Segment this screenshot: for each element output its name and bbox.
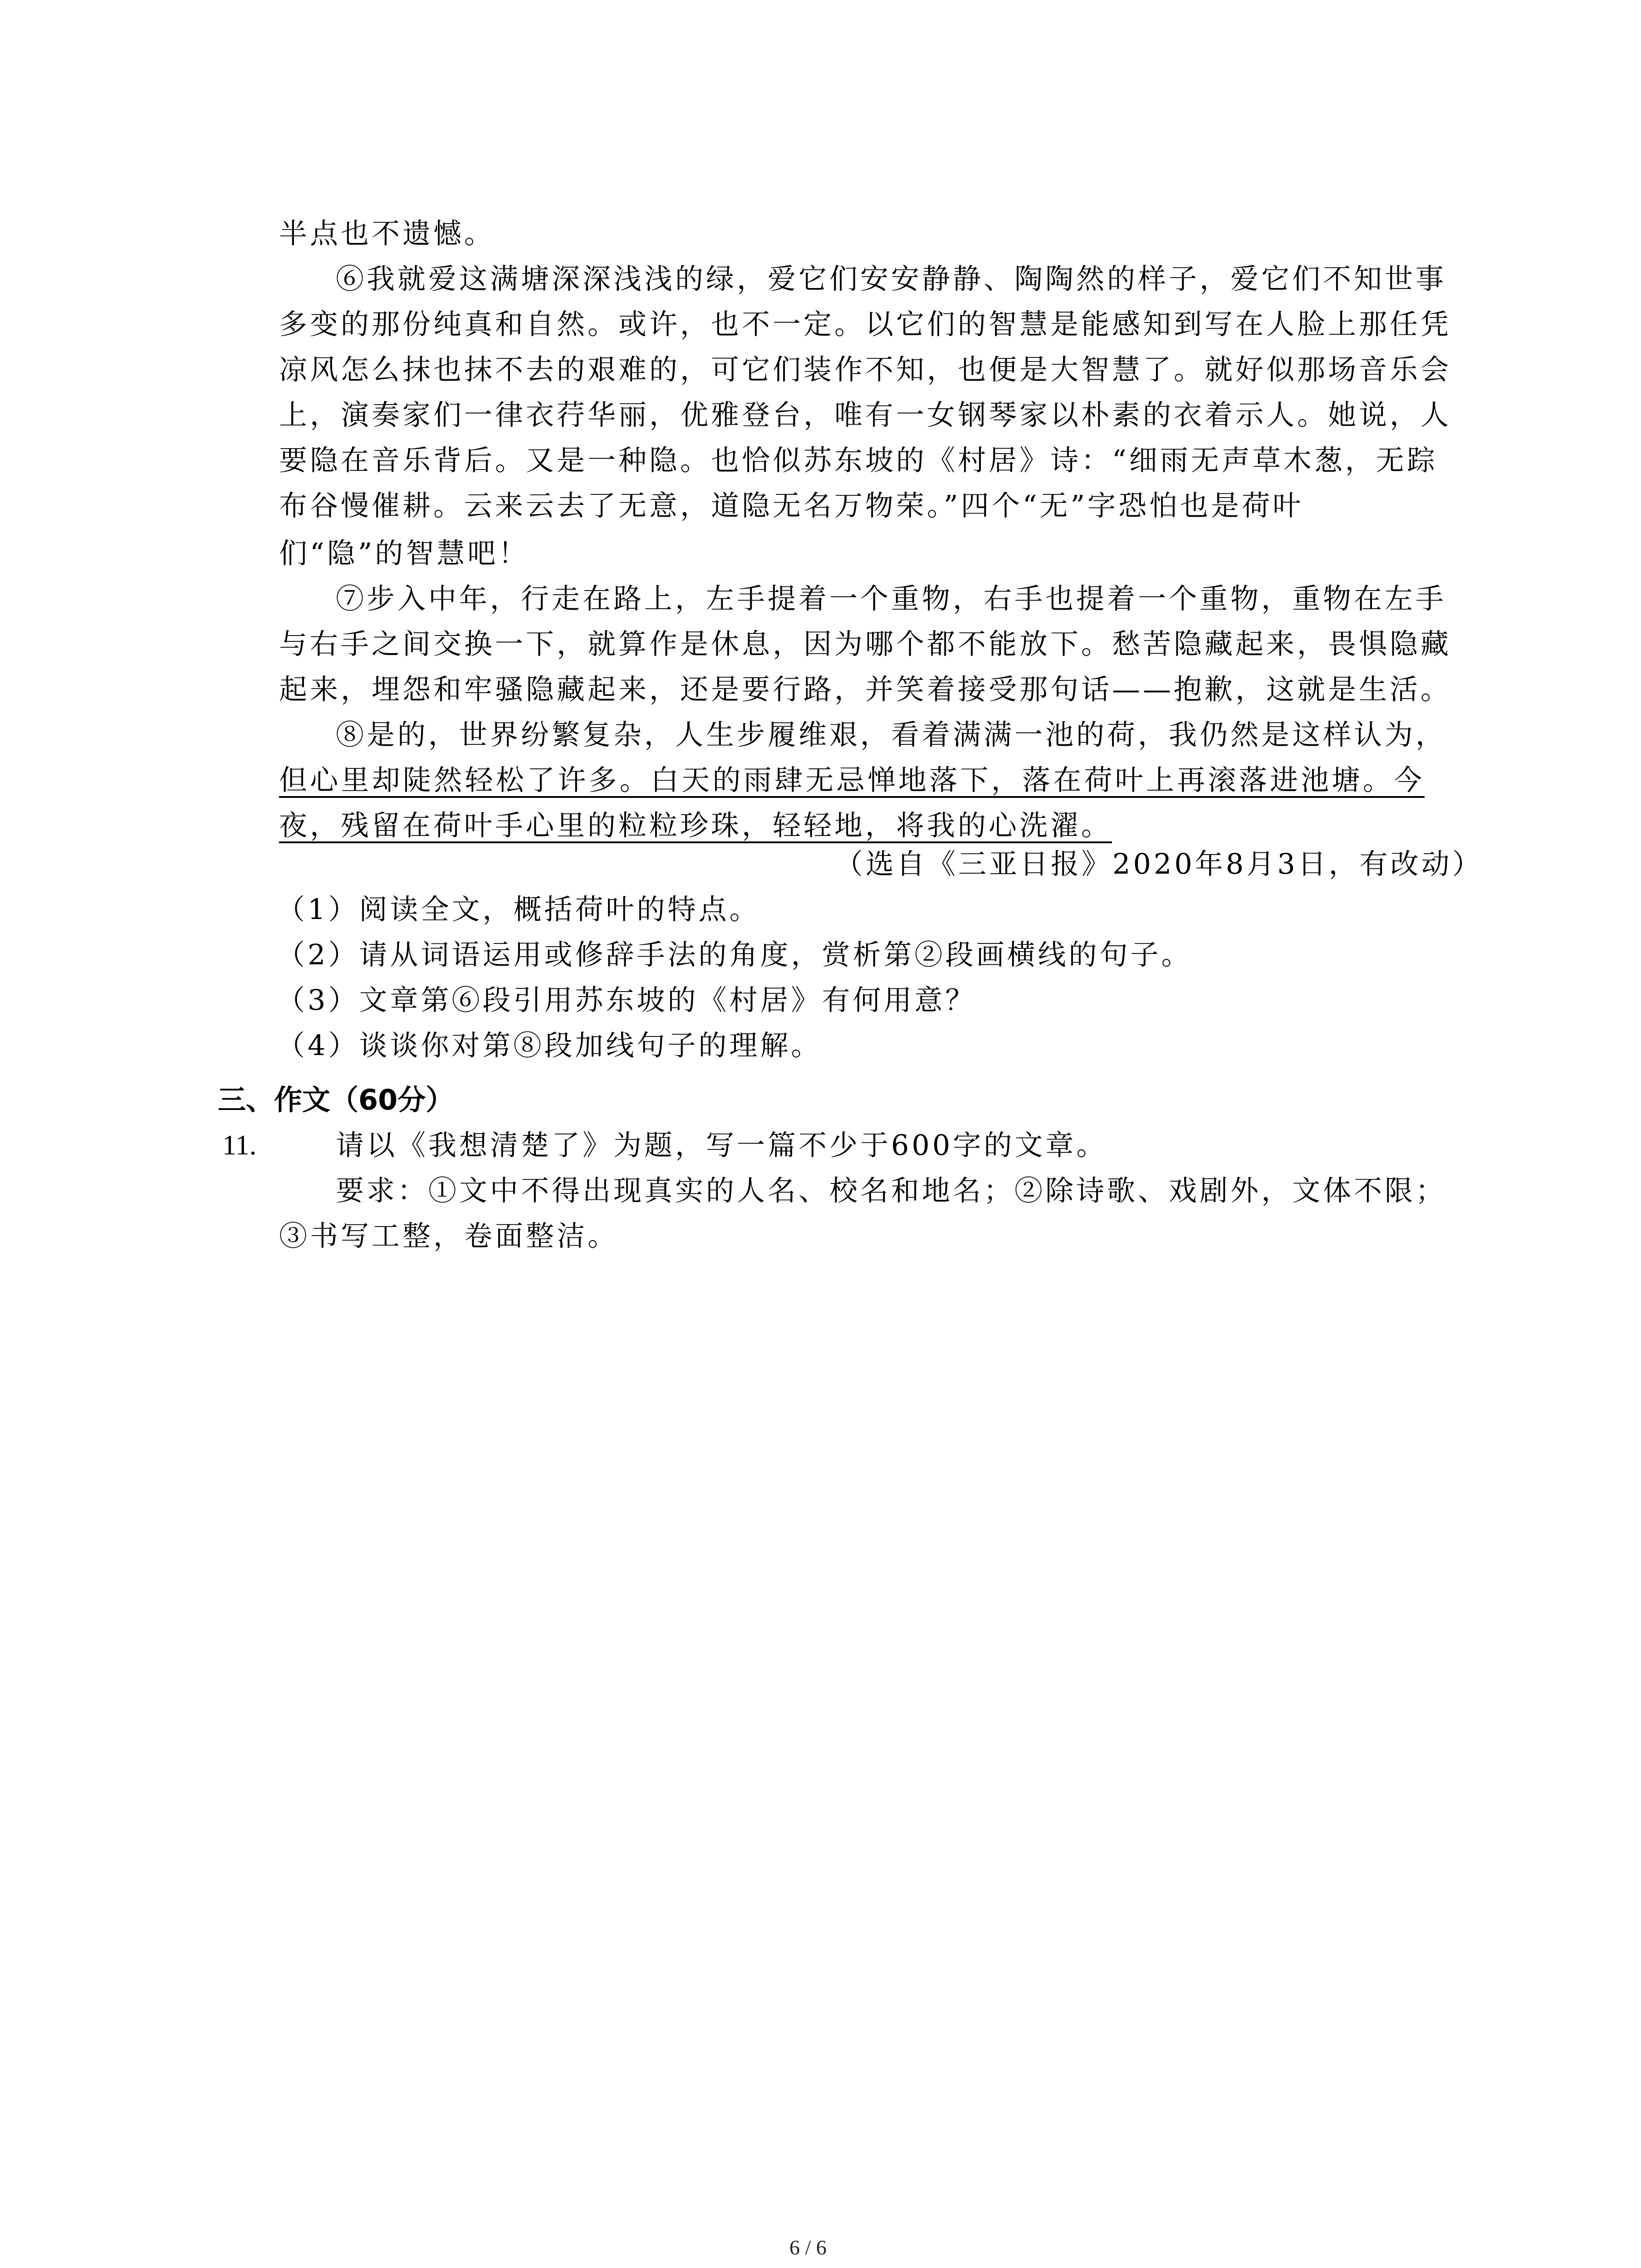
question-1: （1）阅读全文，概括荷叶的特点。 [277,893,760,926]
passage-line-14-underlined: 夜，残留在荷叶手心里的粒粒珍珠，轻轻地，将我的心洗濯。 [279,809,1112,842]
passage-line-7: 布谷慢催耕。云来云去了无意，道隐无名万物荣。”四个“无”字恐怕也是荷叶 [279,489,1304,522]
passage-line-9: ⑦步入中年，行走在路上，左手提着一个重物，右手也提着一个重物，重物在左手 [336,582,1447,615]
passage-line-6: 要隐在音乐背后。又是一种隐。也恰似苏东坡的《村居》诗：“细雨无声草木葱，无踪 [279,444,1438,477]
passage-line-4: 凉风怎么抹也抹不去的艰难的，可它们装作不知，也便是大智慧了。就好似那场音乐会 [279,353,1452,386]
section-heading-composition: 三、作文（60分） [218,1083,454,1116]
passage-line-5: 上，演奏家们一律衣荇华丽，优雅登台，唯有一女钢琴家以朴素的衣着示人。她说，人 [279,398,1452,431]
passage-line-3: 多变的那份纯真和自然。或许，也不一定。以它们的智慧是能感知到写在人脸上那任凭 [279,308,1452,341]
passage-line-2: ⑥我就爱这满塘深深浅浅的绿，爱它们安安静静、陶陶然的样子，爱它们不知世事 [336,262,1447,295]
passage-line-1: 半点也不遗憾。 [279,217,495,250]
passage-line-8: 们“隐”的智慧吧！ [279,537,529,570]
question-4: （4）谈谈你对第⑧段加线句子的理解。 [277,1029,822,1062]
passage-line-11: 起来，埋怨和牢骚隐藏起来，还是要行路，并笑着接受那句话——抱歉，这就是生活。 [279,673,1452,706]
composition-requirements-line-1: 要求：①文中不得出现真实的人名、校名和地名；②除诗歌、戏剧外，文体不限； [336,1174,1447,1207]
question-2: （2）请从词语运用或修辞手法的角度，赏析第②段画横线的句子。 [277,938,1192,971]
passage-line-10: 与右手之间交换一下，就算作是休息，因为哪个都不能放下。愁苦隐藏起来，畏惧隐藏 [279,627,1452,660]
composition-requirements-line-2: ③书写工整，卷面整洁。 [279,1219,619,1252]
question-3: （3）文章第⑥段引用苏东坡的《村居》有何用意？ [277,983,976,1017]
question-number-11: 11. [222,1130,257,1161]
passage-line-12: ⑧是的，世界纷繁复杂，人生步履维艰，看着满满一池的荷，我仍然是这样认为， [336,718,1447,751]
composition-prompt: 请以《我想清楚了》为题，写一篇不少于600字的文章。 [336,1129,1107,1162]
page-number: 6 / 6 [789,2236,827,2259]
passage-source: （选自《三亚日报》2020年8月3日，有改动） [835,847,1483,880]
passage-line-13-underlined: 但心里却陡然轻松了许多。白天的雨肆无忌惮地落下，落在荷叶上再滚落进池塘。今 [279,763,1425,797]
